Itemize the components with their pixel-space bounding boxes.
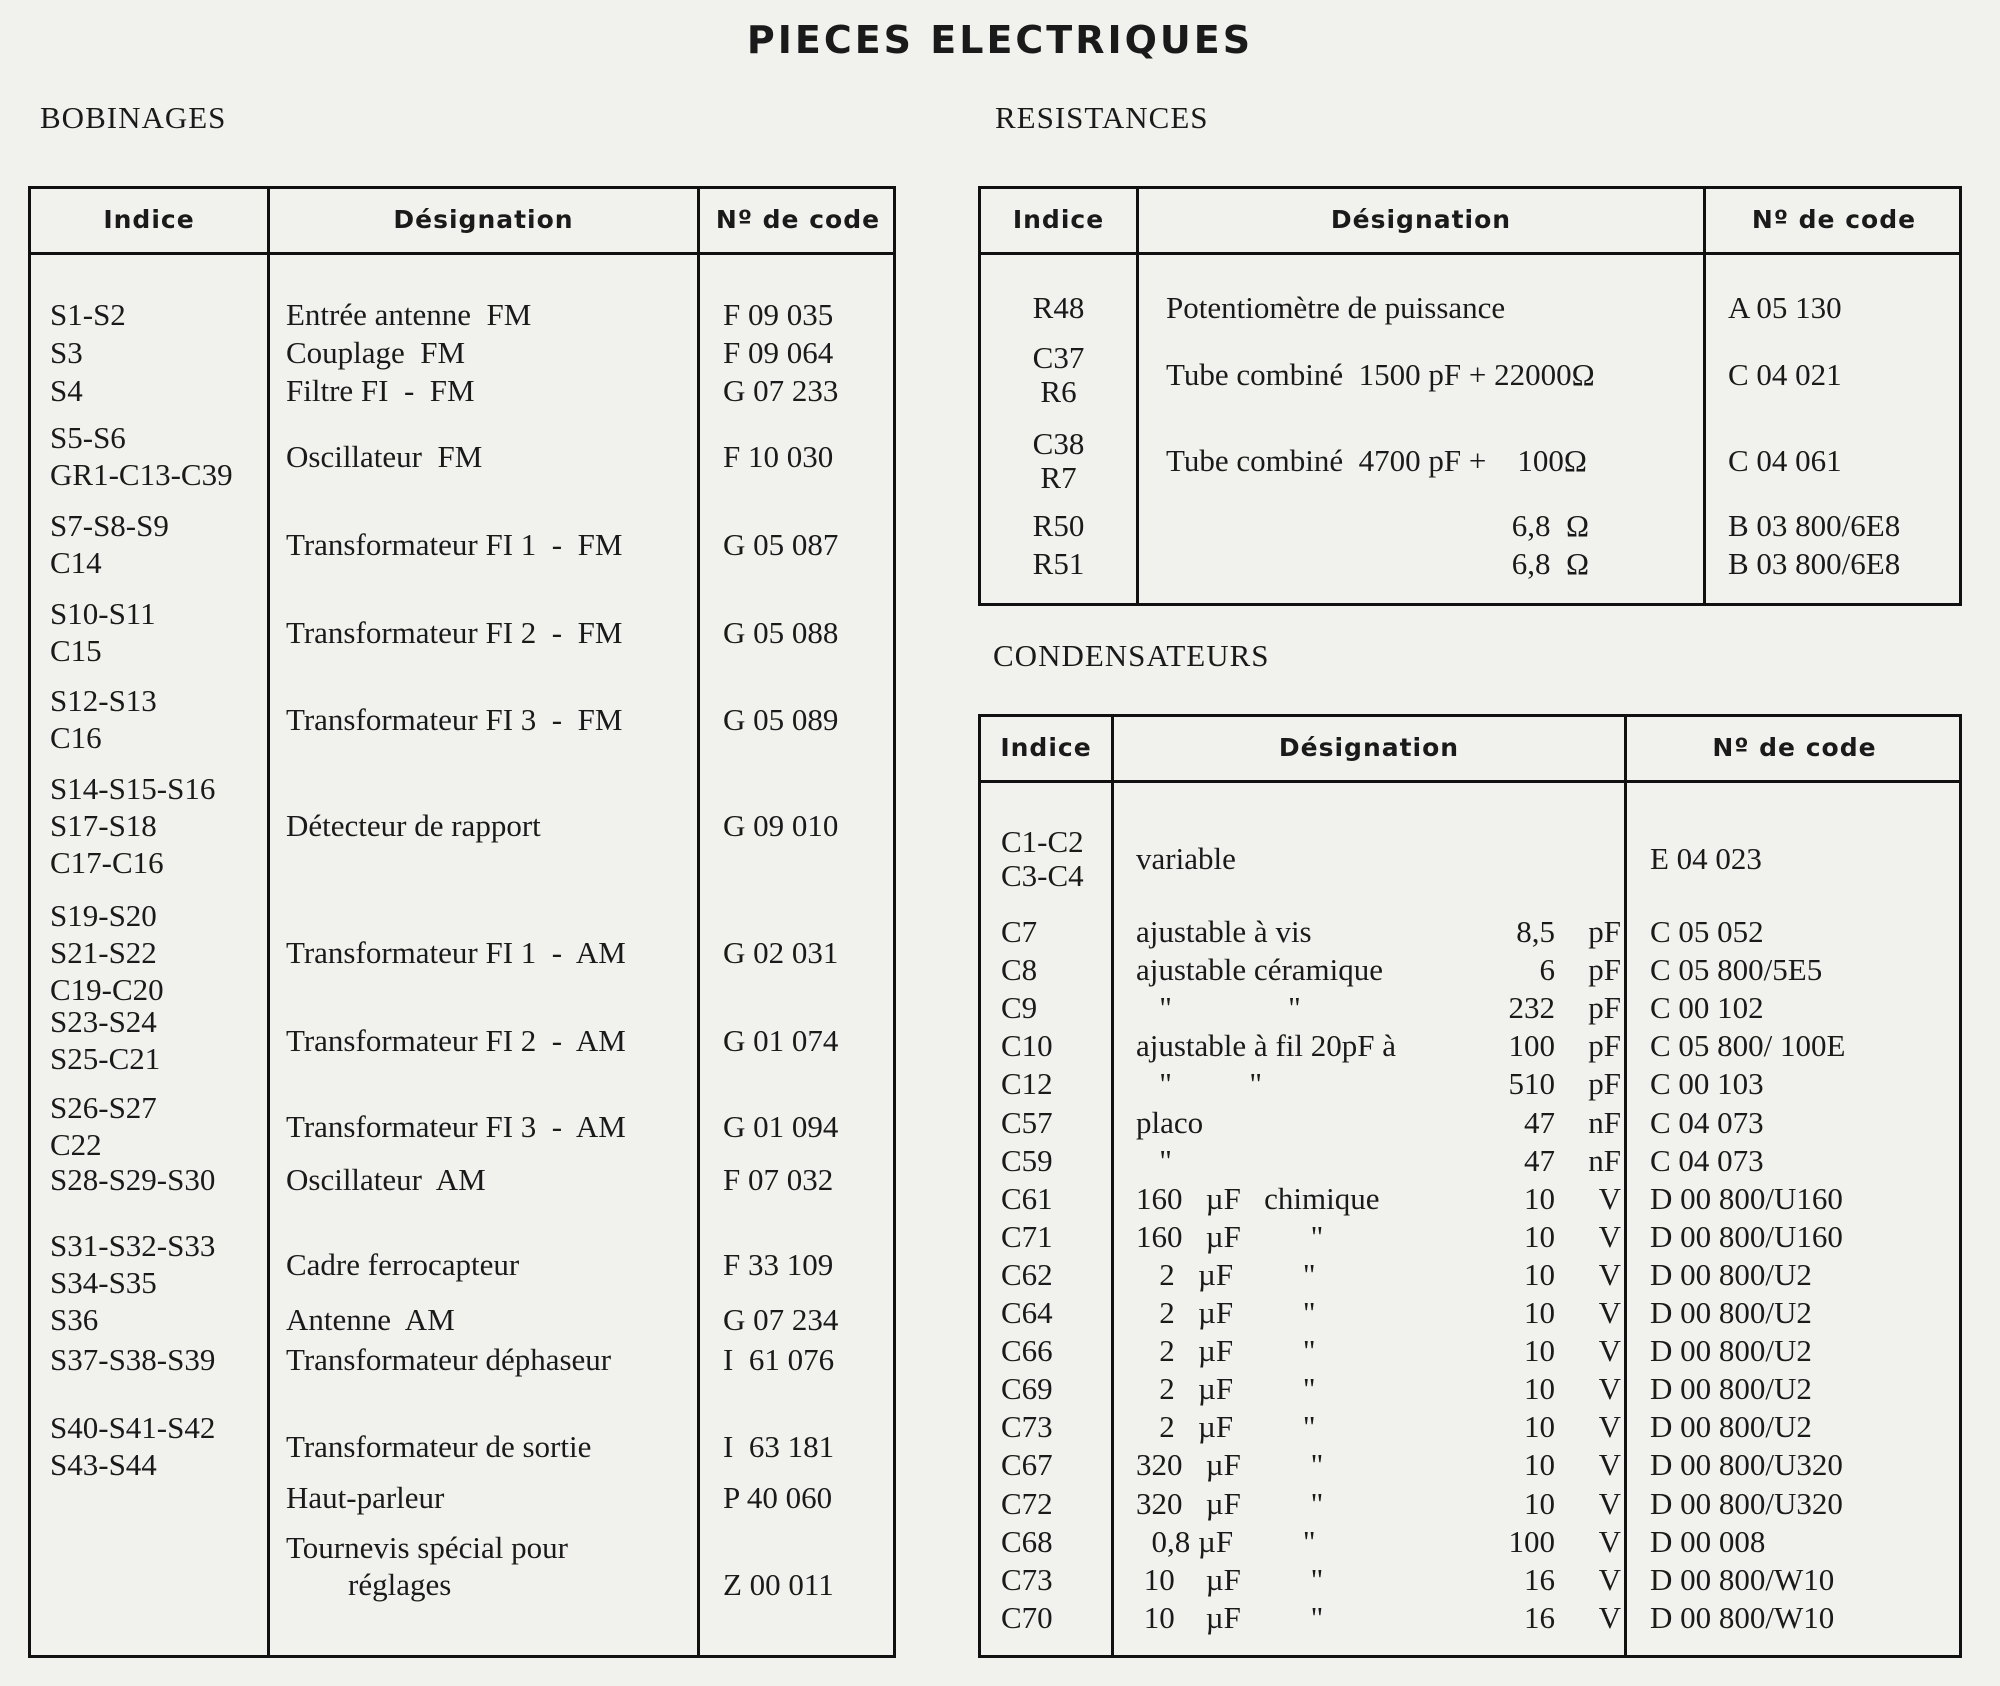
bobinage-indice: S40-S41-S42 S43-S44 <box>50 1410 216 1482</box>
header-indice: Indice <box>103 205 195 234</box>
condensateur-unit: pF <box>1588 1028 1621 1064</box>
condensateur-unit: V <box>1598 1599 1621 1635</box>
bobinage-designation: Entrée antenne FM <box>286 297 532 332</box>
condensateur-indice: C57 <box>1001 1104 1053 1140</box>
condensateur-indice: C72 <box>1001 1485 1053 1521</box>
bobinage-code: G 05 087 <box>723 526 839 562</box>
condensateur-code: C 04 073 <box>1650 1142 1764 1178</box>
condensateur-value: 10 <box>1524 1409 1555 1445</box>
condensateur-code: C 00 102 <box>1650 990 1764 1026</box>
condensateur-unit: pF <box>1588 1066 1621 1102</box>
condensateur-value: 232 <box>1508 990 1555 1026</box>
condensateur-unit: V <box>1598 1295 1621 1330</box>
bobinages-title: BOBINAGES <box>40 100 227 135</box>
bobinage-designation: Cadre ferrocapteur <box>286 1246 520 1282</box>
resistance-designation: Potentiomètre de puissance <box>1166 290 1506 325</box>
bobinage-code: G 02 031 <box>723 935 839 970</box>
resistance-indice: C37 R6 <box>1032 340 1085 409</box>
bobinage-designation: Transformateur FI 1 - FM <box>286 526 623 562</box>
bobinage-code: G 05 088 <box>723 614 839 650</box>
condensateur-value: 10 <box>1524 1371 1555 1407</box>
condensateur-indice: C8 <box>1001 952 1038 988</box>
resistances-title: RESISTANCES <box>995 100 1209 135</box>
condensateur-designation: " " <box>1136 1066 1263 1102</box>
condensateur-code: C 05 800/ 100E <box>1650 1028 1846 1064</box>
condensateur-code: D 00 800/U2 <box>1650 1333 1812 1369</box>
bobinage-code: P 40 060 <box>723 1480 833 1515</box>
resistance-code: C 04 061 <box>1728 443 1842 478</box>
condensateur-designation: " <box>1136 1142 1172 1178</box>
bobinage-code: G 07 233 <box>723 373 839 408</box>
condensateur-code: D 00 800/U320 <box>1650 1447 1843 1483</box>
condensateur-indice: C71 <box>1001 1218 1053 1254</box>
resistance-indice: C38 R7 <box>1032 426 1085 495</box>
condensateur-code: C 00 103 <box>1650 1066 1764 1102</box>
condensateur-unit: V <box>1598 1523 1621 1559</box>
condensateur-unit: V <box>1598 1371 1621 1407</box>
condensateur-designation: 10 µF " <box>1136 1561 1324 1597</box>
condensateur-unit: nF <box>1588 1142 1621 1178</box>
bobinage-designation: Transformateur FI 2 - FM <box>286 614 623 650</box>
condensateur-designation: 2 µF " <box>1136 1256 1316 1292</box>
bobinage-designation: Transformateur FI 3 - AM <box>286 1108 626 1144</box>
condensateur-code: D 00 800/U160 <box>1650 1218 1843 1254</box>
header-code: Nº de code <box>1751 205 1917 234</box>
condensateur-indice: C10 <box>1001 1028 1053 1064</box>
header-indice: Indice <box>1012 205 1105 234</box>
bobinage-indice: S5-S6 GR1-C13-C39 <box>50 420 233 492</box>
condensateur-designation: placo <box>1136 1104 1204 1140</box>
condensateur-value: 10 <box>1524 1333 1555 1369</box>
condensateur-code: C 04 073 <box>1650 1104 1764 1140</box>
condensateur-unit: V <box>1598 1409 1621 1445</box>
bobinage-code: F 09 035 <box>723 297 834 332</box>
condensateur-unit: nF <box>1588 1104 1621 1140</box>
condensateur-designation: ajustable céramique <box>1136 952 1384 988</box>
bobinage-indice: S31-S32-S33 S34-S35 <box>50 1228 216 1300</box>
resistances-table <box>978 186 1962 606</box>
bobinage-code: G 05 089 <box>723 701 839 737</box>
bobinage-designation: Transformateur de sortie <box>286 1428 592 1464</box>
bobinage-designation: Oscillateur AM <box>286 1162 486 1197</box>
bobinage-indice: S37-S38-S39 <box>50 1342 216 1377</box>
bobinage-indice: S10-S11 C15 <box>50 596 156 668</box>
resistance-designation: Tube combiné 1500 pF + 22000Ω <box>1166 357 1595 392</box>
condensateur-designation: variable <box>1136 841 1236 876</box>
header-designation: Désignation <box>1330 205 1512 234</box>
condensateur-value: 47 <box>1524 1104 1555 1140</box>
condensateur-designation: 2 µF " <box>1136 1333 1316 1369</box>
resistance-indice: R48 <box>1032 290 1085 325</box>
condensateur-unit: pF <box>1588 990 1621 1026</box>
condensateur-indice: C67 <box>1001 1447 1053 1483</box>
condensateur-code: C 05 800/5E5 <box>1650 952 1823 988</box>
bobinage-code: G 07 234 <box>723 1302 839 1337</box>
condensateur-value: 8,5 <box>1516 914 1555 949</box>
bobinage-indice: S28-S29-S30 <box>50 1162 216 1197</box>
condensateur-code: D 00 800/U2 <box>1650 1371 1812 1407</box>
condensateur-unit: V <box>1598 1180 1621 1216</box>
bobinage-indice: S4 <box>50 373 83 408</box>
bobinage-designation: Filtre FI - FM <box>286 373 475 408</box>
condensateur-value: 47 <box>1524 1142 1555 1178</box>
condensateur-designation: " " <box>1136 990 1301 1026</box>
condensateur-indice: C73 <box>1001 1561 1053 1597</box>
bobinage-code: I 63 181 <box>723 1428 835 1464</box>
condensateur-indice: C64 <box>1001 1295 1053 1330</box>
condensateur-indice: C69 <box>1001 1371 1053 1407</box>
bobinage-designation: Détecteur de rapport <box>286 808 541 843</box>
header-indice: Indice <box>1000 733 1092 762</box>
condensateur-code: D 00 008 <box>1650 1523 1766 1559</box>
condensateur-value: 16 <box>1524 1561 1555 1597</box>
condensateur-value: 10 <box>1524 1447 1555 1483</box>
condensateur-designation: 0,8 µF " <box>1136 1523 1316 1559</box>
condensateur-indice: C70 <box>1001 1599 1053 1635</box>
header-code: Nº de code <box>715 205 881 234</box>
bobinage-indice: S26-S27 C22 <box>50 1090 157 1162</box>
condensateur-designation: 160 µF " <box>1136 1218 1324 1254</box>
condensateur-unit: pF <box>1588 952 1621 988</box>
condensateur-value: 100 <box>1508 1523 1555 1559</box>
resistance-code: B 03 800/6E8 <box>1728 546 1901 581</box>
condensateur-code: D 00 800/U160 <box>1650 1180 1843 1216</box>
bobinage-code: G 01 094 <box>723 1108 839 1144</box>
bobinage-designation: Couplage FM <box>286 335 466 370</box>
bobinage-indice: S12-S13 C16 <box>50 683 157 755</box>
bobinage-code: G 09 010 <box>723 808 839 843</box>
condensateur-value: 10 <box>1524 1295 1555 1330</box>
bobinage-designation: Tournevis spécial pour réglages <box>286 1530 568 1602</box>
condensateur-indice: C68 <box>1001 1523 1053 1559</box>
bobinages-table <box>28 186 896 1658</box>
bobinage-code: F 07 032 <box>723 1162 834 1197</box>
condensateur-unit: V <box>1598 1256 1621 1292</box>
condensateur-value: 10 <box>1524 1485 1555 1521</box>
bobinage-designation: Transformateur FI 3 - FM <box>286 701 623 737</box>
condensateur-value: 6 <box>1539 952 1555 988</box>
resistance-code: C 04 021 <box>1728 357 1842 392</box>
bobinage-indice: S36 <box>50 1302 99 1337</box>
condensateur-designation: 320 µF " <box>1136 1485 1324 1521</box>
condensateur-value: 510 <box>1508 1066 1555 1102</box>
bobinage-indice: S3 <box>50 335 83 370</box>
condensateur-indice: C1-C2 C3-C4 <box>1001 824 1084 893</box>
bobinage-code: Z 00 011 <box>723 1567 834 1602</box>
condensateurs-table <box>978 714 1962 1658</box>
resistance-designation: 6,8 Ω <box>1511 508 1589 543</box>
condensateur-code: E 04 023 <box>1650 841 1762 876</box>
bobinage-code: F 09 064 <box>723 335 834 370</box>
condensateur-designation: 10 µF " <box>1136 1599 1324 1635</box>
bobinage-code: F 10 030 <box>723 438 834 474</box>
condensateur-value: 10 <box>1524 1218 1555 1254</box>
resistance-code: B 03 800/6E8 <box>1728 508 1901 543</box>
condensateur-indice: C12 <box>1001 1066 1053 1102</box>
resistance-designation: Tube combiné 4700 pF + 100Ω <box>1166 443 1587 478</box>
condensateur-unit: V <box>1598 1561 1621 1597</box>
header-designation: Désignation <box>1278 733 1460 762</box>
condensateur-value: 100 <box>1508 1028 1555 1064</box>
resistance-indice: R50 <box>1032 508 1085 543</box>
condensateur-indice: C61 <box>1001 1180 1053 1216</box>
bobinage-code: G 01 074 <box>723 1022 839 1058</box>
bobinage-code: F 33 109 <box>723 1246 834 1282</box>
condensateur-indice: C9 <box>1001 990 1038 1026</box>
bobinage-designation: Haut-parleur <box>286 1480 445 1515</box>
condensateur-value: 16 <box>1524 1599 1555 1635</box>
condensateur-code: D 00 800/W10 <box>1650 1561 1835 1597</box>
condensateur-unit: V <box>1598 1485 1621 1521</box>
condensateur-designation: ajustable à fil 20pF à <box>1136 1028 1396 1064</box>
bobinage-designation: Antenne AM <box>286 1302 455 1337</box>
condensateur-designation: ajustable à vis <box>1136 914 1312 949</box>
resistance-designation: 6,8 Ω <box>1511 546 1589 581</box>
bobinage-indice: S7-S8-S9 C14 <box>50 508 169 580</box>
condensateur-designation: 160 µF chimique <box>1136 1180 1380 1216</box>
bobinage-indice: S19-S20 S21-S22 C19-C20 <box>50 898 164 1007</box>
condensateur-designation: 320 µF " <box>1136 1447 1324 1483</box>
header-code: Nº de code <box>1712 733 1877 762</box>
condensateur-unit: V <box>1598 1333 1621 1369</box>
condensateur-indice: C59 <box>1001 1142 1053 1178</box>
condensateur-code: D 00 800/W10 <box>1650 1599 1835 1635</box>
resistance-code: A 05 130 <box>1728 290 1842 325</box>
bobinage-code: I 61 076 <box>723 1342 835 1377</box>
condensateur-indice: C62 <box>1001 1256 1053 1292</box>
bobinage-indice: S23-S24 S25-C21 <box>50 1004 161 1076</box>
condensateur-indice: C73 <box>1001 1409 1053 1445</box>
condensateur-designation: 2 µF " <box>1136 1371 1316 1407</box>
condensateur-code: D 00 800/U2 <box>1650 1409 1812 1445</box>
bobinage-designation: Transformateur FI 2 - AM <box>286 1022 626 1058</box>
condensateur-unit: V <box>1598 1447 1621 1483</box>
condensateur-indice: C66 <box>1001 1333 1053 1369</box>
condensateur-value: 10 <box>1524 1256 1555 1292</box>
bobinage-indice: S1-S2 <box>50 297 126 332</box>
resistance-indice: R51 <box>1032 546 1085 581</box>
bobinage-designation: Oscillateur FM <box>286 438 483 474</box>
condensateur-indice: C7 <box>1001 914 1038 949</box>
condensateur-code: D 00 800/U2 <box>1650 1295 1812 1330</box>
condensateurs-title: CONDENSATEURS <box>993 638 1270 673</box>
condensateur-value: 10 <box>1524 1180 1555 1216</box>
bobinage-designation: Transformateur FI 1 - AM <box>286 935 626 970</box>
condensateur-code: D 00 800/U320 <box>1650 1485 1843 1521</box>
condensateur-unit: pF <box>1588 914 1621 949</box>
condensateur-designation: 2 µF " <box>1136 1409 1316 1445</box>
condensateur-unit: V <box>1598 1218 1621 1254</box>
condensateur-code: D 00 800/U2 <box>1650 1256 1812 1292</box>
condensateur-code: C 05 052 <box>1650 914 1764 949</box>
header-designation: Désignation <box>393 205 574 234</box>
bobinage-designation: Transformateur déphaseur <box>286 1342 612 1377</box>
bobinage-indice: S14-S15-S16 S17-S18 C17-C16 <box>50 771 216 880</box>
condensateur-designation: 2 µF " <box>1136 1295 1316 1330</box>
page-title: PIECES ELECTRIQUES <box>746 18 1254 62</box>
